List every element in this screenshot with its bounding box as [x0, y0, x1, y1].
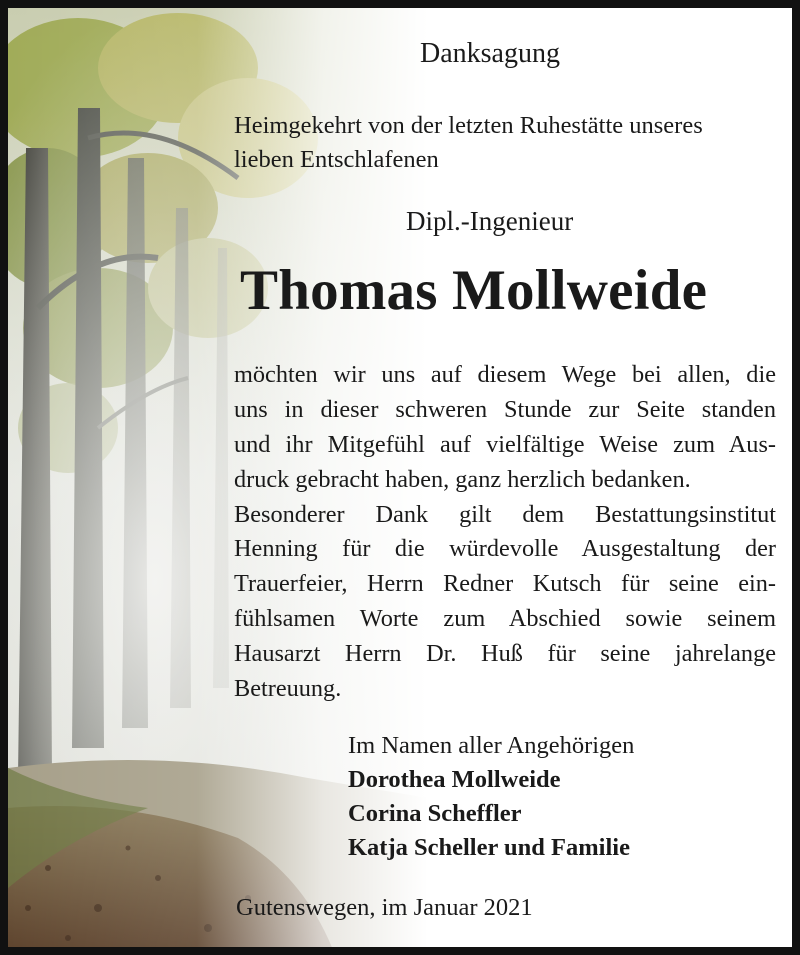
body-line: Betreuung. [234, 675, 342, 703]
notice-heading: Danksagung [420, 38, 560, 69]
deceased-name: Thomas Mollweide [240, 259, 708, 322]
body-line: Trauerfeier, Herrn Redner Kutsch für seine ein- [234, 570, 776, 598]
signature-intro: Im Namen aller Angehörigen [348, 732, 635, 759]
body-line: fühlsamen Worte zum Abschied sowie seinem [234, 605, 776, 633]
place-date: Gutenswegen, im Januar 2021 [236, 894, 533, 921]
body-line: Henning für die würdevolle Ausgestaltung der [234, 535, 776, 563]
body-line: Besonderer Dank gilt dem Bestattungsinstitut [234, 500, 776, 528]
signature-name: Katja Scheller und Familie [348, 834, 630, 861]
signature-name: Dorothea Mollweide [348, 766, 561, 793]
deceased-title: Dipl.-Ingenieur [406, 206, 574, 236]
signature-name: Corina Scheffler [348, 800, 522, 827]
body-line: uns in dieser schweren Stunde zur Seite standen [234, 395, 776, 423]
body-line: Hausarzt Herrn Dr. Huß für seine jahrelange [234, 640, 776, 668]
intro-line-1: Heimgekehrt von der letzten Ruhestätte unseres [234, 112, 703, 139]
thanks-text [234, 358, 776, 707]
body-line: möchten wir uns auf diesem Wege bei allen, die [234, 361, 776, 388]
intro-line-2: lieben Entschlafenen [234, 146, 439, 173]
body-line: und ihr Mitgefühl auf vielfältige Weise zum Aus- [234, 430, 776, 458]
body-line: druck gebracht haben, ganz herzlich bedanken. [234, 465, 691, 493]
